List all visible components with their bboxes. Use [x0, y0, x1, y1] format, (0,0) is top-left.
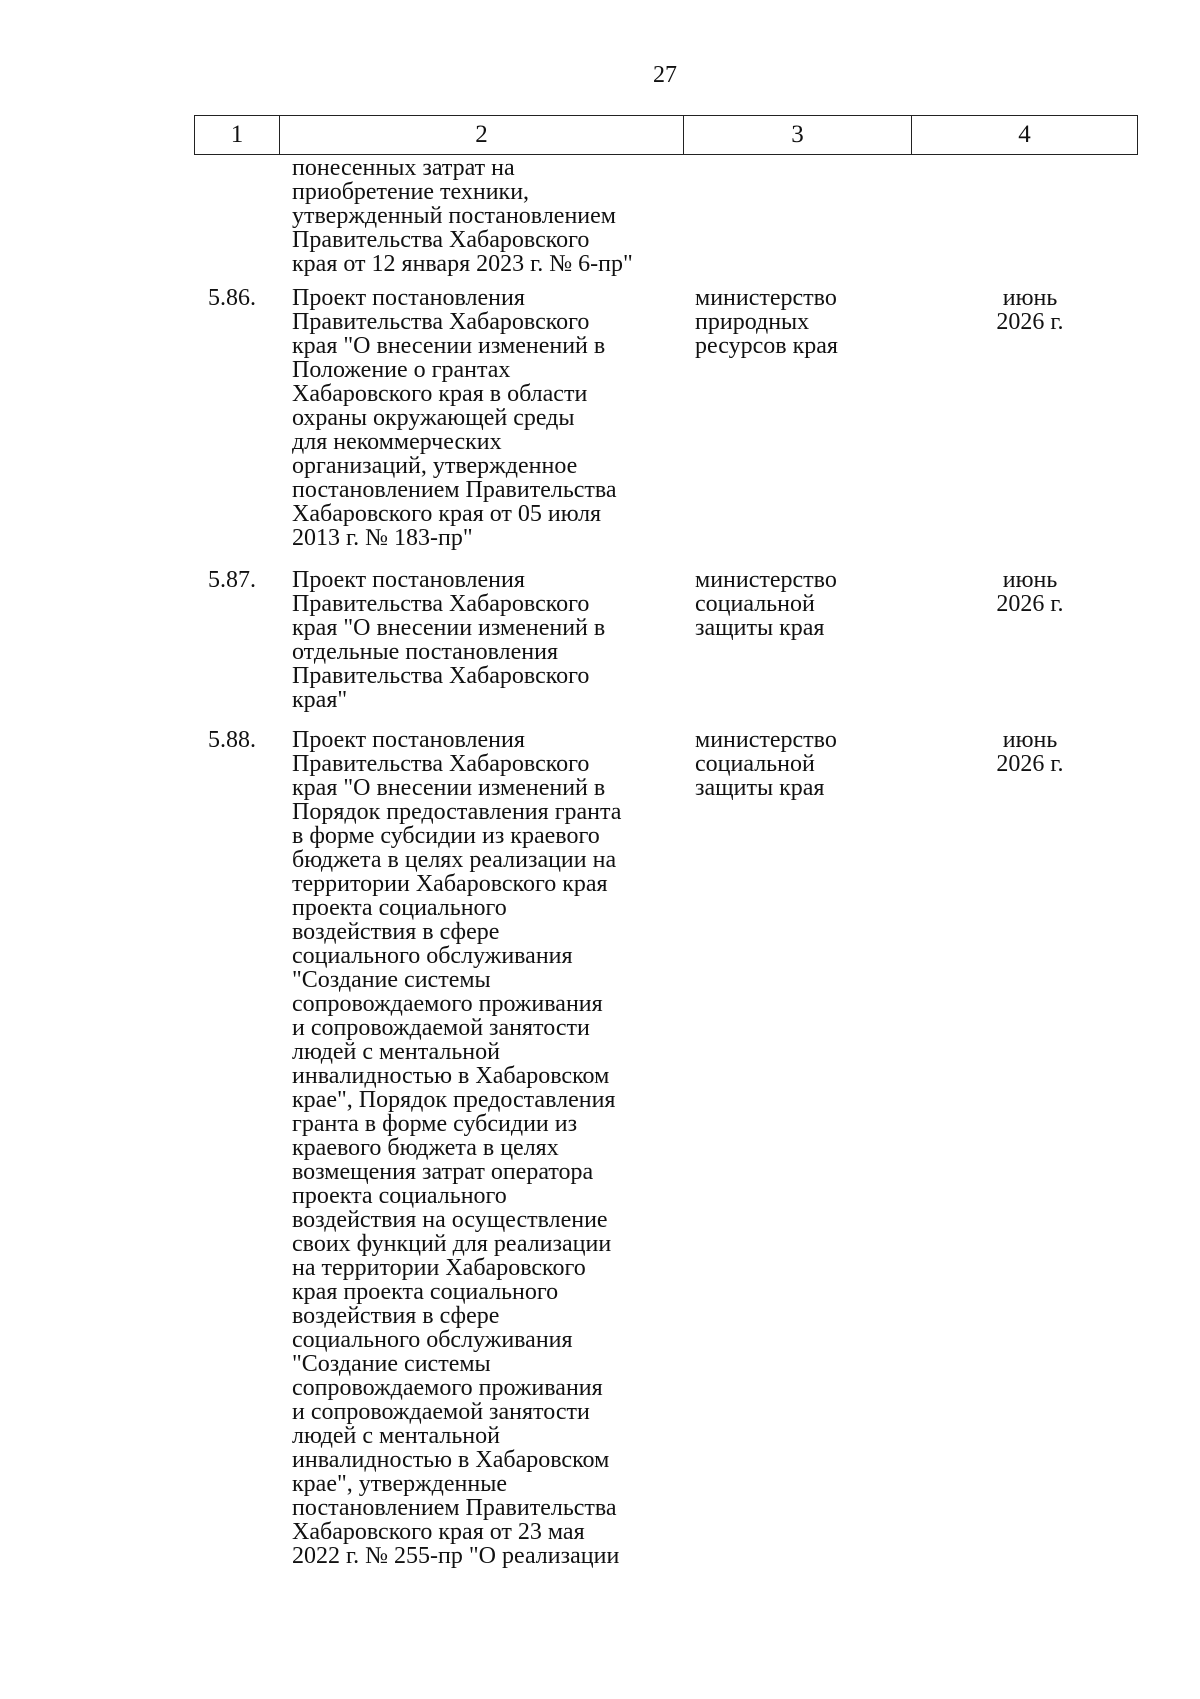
column-header-1: 1 [195, 116, 280, 154]
row-number: 5.88. [208, 727, 256, 753]
row-deadline: июнь 2026 г. [996, 285, 1064, 335]
row-number: 5.87. [208, 567, 256, 593]
row-description: Проект постановления Правительства Хабаровского края "О внесении изменений в Положение о грантах Хабаровского края в области охраны окружающей среды для некоммерческих организаций, утвержденное постановлением Правительства Хабаровского края от 05 июля 2013 г. № 183-пр" [292, 285, 617, 551]
row-deadline: июнь 2026 г. [996, 727, 1064, 777]
column-header-3: 3 [684, 116, 912, 154]
table-header-row [194, 115, 1138, 155]
column-header-2: 2 [280, 116, 684, 154]
column-header-4: 4 [1018, 121, 1031, 148]
row-responsible: министерство природных ресурсов края [695, 285, 838, 359]
continuation-text: понесенных затрат на приобретение техники, утвержденный постановлением Правительства Хабаровского края от 12 января 2023 г. № 6-пр" [292, 155, 633, 277]
row-number: 5.86. [208, 285, 256, 311]
row-responsible: министерство социальной защиты края [695, 567, 837, 641]
row-responsible: министерство социальной защиты края [695, 727, 837, 801]
row-description: Проект постановления Правительства Хабаровского края "О внесении изменений в отдельные постановления Правительства Хабаровского края" [292, 567, 606, 713]
row-description: Проект постановления Правительства Хабаровского края "О внесении изменений в Порядок предоставления гранта в форме субсидии из краевого бюджета в целях реализации на территории Хабаровского края проекта социального воздействия в сфере социального обслуживания "Создание системы сопровождаемого проживания и сопровождаемой занятости людей с ментальной инвалидностью в Хабаровском крае", Порядок предоставления гранта в форме субсидии из краевого бюджета в целях возмещения затрат оператора проекта социального воздействия на осуществление своих функций для реализации на территории Хабаровского края проекта социального воздействия в сфере социального обслуживания "Создание системы сопровождаемого проживания и сопровождаемой занятости людей с ментальной инвалидностью в Хабаровском крае", утвержденные постановлением Правительства Хабаровского края от 23 мая 2022 г. № 255-пр "О реализации [292, 727, 622, 1569]
page-number: 27 [653, 62, 677, 88]
row-deadline: июнь 2026 г. [996, 567, 1064, 617]
